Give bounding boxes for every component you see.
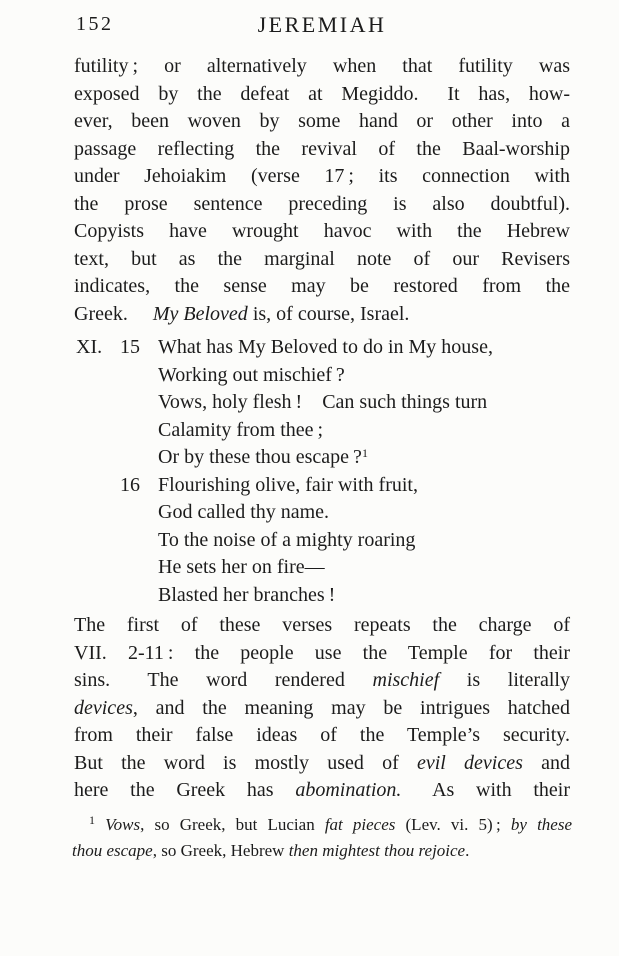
- text-line: from their false ideas of the Temple’s security.: [74, 724, 570, 746]
- running-title: JEREMIAH: [257, 12, 387, 37]
- verse-line: He sets her on fire—: [158, 556, 325, 578]
- text-line: Greek. My Beloved is, of course, Israel.: [74, 302, 410, 325]
- text-line: VII. 2-11 : the people use the Temple for their: [74, 641, 570, 664]
- footnote: [72, 812, 572, 864]
- text-line: Copyists have wrought havoc with the Hebrew: [74, 220, 570, 242]
- verse-number-15: 15: [120, 336, 140, 358]
- verse-line: Flourishing olive, fair with fruit,: [158, 473, 418, 496]
- text-line: devices, and the meaning may be intrigues hatched: [74, 696, 570, 719]
- verse-line: Calamity from thee ;: [158, 418, 324, 441]
- paragraph-1: [74, 53, 570, 328]
- text-line: sins. The word rendered mischief is literally: [74, 669, 570, 691]
- text-line: passage reflecting the revival of the Baal-worship: [74, 137, 570, 160]
- verse-line: Working out mischief ?: [158, 363, 345, 386]
- chapter-label: XI.: [76, 336, 103, 358]
- page-header: [74, 12, 570, 38]
- text-line: the prose sentence preceding is also doubtful).: [74, 192, 570, 215]
- verse-quotation: [74, 334, 594, 609]
- footnote-line: $^1$ Vows, so Greek, but Lucian fat pieces (Lev. vi. 5) ; by these: [89, 813, 573, 834]
- text-line: futility ; or alternatively when that futility was: [74, 55, 570, 77]
- text-line: indicates, the sense may be restored from the: [74, 275, 570, 297]
- text-line: But the word is mostly used of evil devices and: [74, 751, 570, 774]
- text-line: text, but as the marginal note of our Revisers: [74, 247, 570, 270]
- verse-line: To the noise of a mighty roaring: [158, 528, 416, 551]
- text-line: The first of these verses repeats the charge of: [74, 614, 570, 636]
- text-line: exposed by the defeat at Megiddo. It has, how-: [74, 82, 570, 105]
- page-number: 152: [76, 13, 114, 35]
- text-line: under Jehoiakim (verse 17 ; its connection with: [74, 165, 570, 187]
- paragraph-2: [74, 612, 570, 805]
- verse-number-16: 16: [120, 473, 140, 496]
- verse-line: What has My Beloved to do in My house,: [158, 336, 493, 358]
- verse-line: Vows, holy flesh ! Can such things turn: [158, 391, 488, 413]
- verse-line: Or by these thou escape ?$^1$: [158, 446, 368, 468]
- verse-line: Blasted her branches !: [158, 583, 336, 606]
- text-line: here the Greek has abomination. As with their: [74, 779, 570, 801]
- text-line: ever, been woven by some hand or other into a: [74, 110, 570, 132]
- verse-line: God called thy name.: [158, 501, 330, 523]
- footnote-line: thou escape, so Greek, Hebrew then mightest thou rejoice.: [72, 841, 470, 860]
